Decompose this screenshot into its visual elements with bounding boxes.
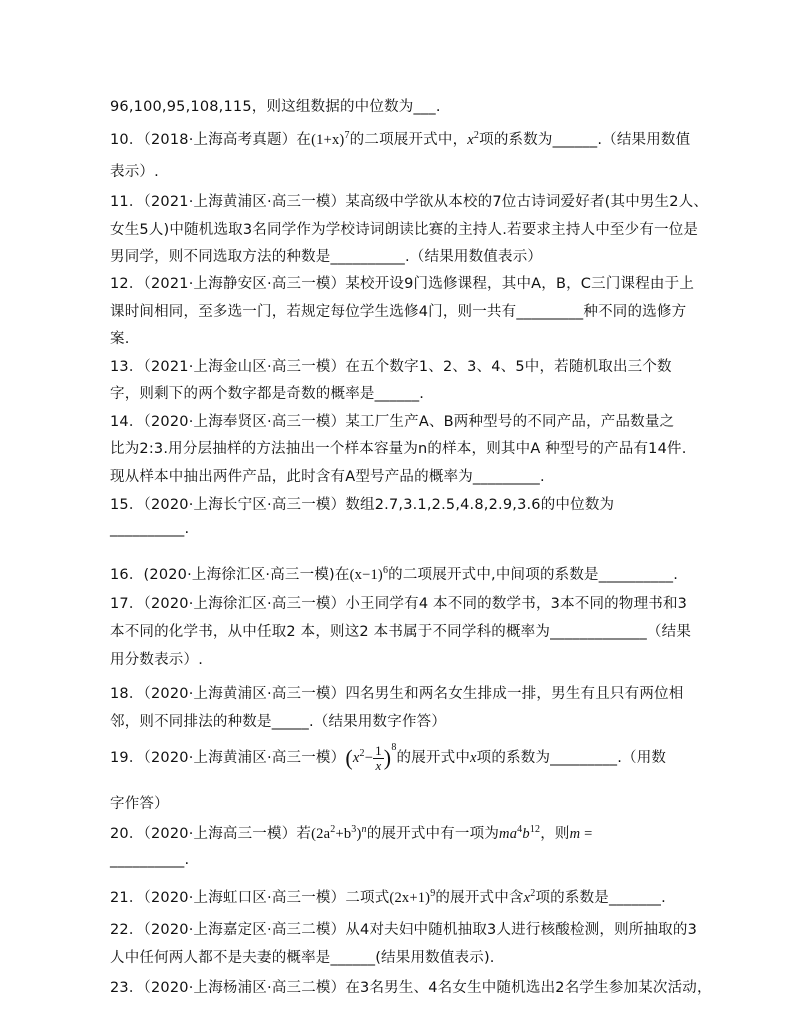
problem-10-line-2: 表示）. xyxy=(110,164,159,180)
problem-16 xyxy=(110,563,678,584)
problem-18-line-2: 邻，则不同排法的种数是_____.（结果用数字作答） xyxy=(110,714,447,730)
problem-14-line-2: 比为2:3.用分层抽样的方法抽出一个样本容量为n的样本，则其中A 种型号的产品有14件. xyxy=(110,441,687,457)
problem-21-exponent: 9 xyxy=(430,888,436,900)
problem-10-var-exp: 2 xyxy=(473,130,480,142)
item-9-tail: 96,100,95,108,115，则这组数据的中位数为___. xyxy=(110,99,441,115)
problem-14-line-1: 14．（2020·上海奉贤区·高三一模）某工厂生产A、B两种型号的不同产品，产品数量之 xyxy=(110,414,675,430)
problem-21 xyxy=(110,886,666,907)
problem-10-var: x xyxy=(467,132,474,148)
left-paren: ( xyxy=(345,745,353,770)
problem-10-suffix: 项的系数为______.（结果用数值 xyxy=(479,132,691,148)
problem-11-line-2: 女生5人)中随机选取3名同学作为学校诗词朗读比赛的主持人.若要求主持人中至少有一位是 xyxy=(110,222,699,238)
problem-10-prefix: 10．（2018·上海高考真题）在 xyxy=(110,132,312,148)
problem-20-term-b: b xyxy=(522,826,530,842)
problem-17-line-1: 17．（2020·上海徐汇区·高三一模）小王同学有4 本不同的数学书，3本不同的物理书和3 xyxy=(110,596,688,612)
problem-13-line-1: 13．（2021·上海金山区·高三一模）在五个数字1、2、3、4、5中，若随机取出三个数 xyxy=(110,359,672,375)
problem-19-line-1 xyxy=(110,742,666,773)
problem-20-eq: = xyxy=(580,826,593,842)
problem-21-var-exp: 2 xyxy=(530,888,536,900)
problem-17-line-3: 用分数表示）. xyxy=(110,652,204,668)
problem-19-mid: 的展开式中 xyxy=(396,750,471,766)
problem-16-suffix: 的二项展开式中,中间项的系数是__________. xyxy=(388,567,679,583)
problem-23-line-1: 23．（2020·上海杨浦区·高三二模）在3名男生、4名女生中随机选出2名学生参加某次活动， xyxy=(110,980,712,996)
problem-15-line-1: 15．（2020·上海长宁区·高三一模）数组2.7,3.1,2.5,4.8,2.9,3.6的中位数为 xyxy=(110,497,615,513)
problem-20-line-2: __________. xyxy=(110,852,190,868)
fraction-numerator: 1 xyxy=(375,742,382,758)
problem-21-binomial: (2x+1) xyxy=(389,890,431,906)
problem-19-line-2: 字作答） xyxy=(110,796,169,812)
problem-19-power: 8 xyxy=(391,742,397,753)
problem-19-minus: − xyxy=(364,750,374,766)
problem-20-then: ，则 xyxy=(540,826,570,842)
problem-21-var: x xyxy=(523,890,531,906)
problem-12-line-2: 课时间相同，至多选一门，若规定每位学生选修4门，则一共有_________种不同的选修方 xyxy=(110,304,687,320)
problem-20-t2: +b xyxy=(335,826,352,842)
problem-14-line-3: 现从样本中抽出两件产品，此时含有A型号产品的概率为_________. xyxy=(110,469,545,485)
problem-10-line-1 xyxy=(110,128,690,149)
problem-16-binomial: (x−1) xyxy=(349,567,383,583)
problem-20-close: ) xyxy=(356,826,362,842)
fraction-denominator: x xyxy=(375,757,382,773)
problem-20-t1-exp: 2 xyxy=(330,824,336,836)
problem-18-line-1: 18．（2020·上海黄浦区·高三一模）四名男生和两名女生排成一排，男生有且只有两位相 xyxy=(110,686,684,702)
problem-20-term-exp2: 12 xyxy=(529,824,541,836)
problem-16-exponent: 6 xyxy=(382,565,389,577)
problem-17-line-2: 本不同的化学书，从中任取2 本，则这2 本书属于不同学科的概率为_____________（结果 xyxy=(110,624,692,640)
problem-22-line-2: 人中任何两人都不是夫妻的概率是______(结果用数值表示). xyxy=(110,950,495,966)
problem-20-prefix: 20．（2020·上海高三一模）若 xyxy=(110,826,312,842)
problem-12-line-1: 12．（2021·上海静安区·高三一模）某校开设9门选修课程，其中A，B，C三门课程由于上 xyxy=(110,276,695,292)
problem-20-term: ma xyxy=(499,826,518,842)
problem-12-line-3: 案. xyxy=(110,331,130,347)
problem-21-prefix: 21．（2020·上海虹口区·高三一模）二项式 xyxy=(110,890,390,906)
problem-19-base-exp: 2 xyxy=(359,748,365,760)
problem-10-mid: 的二项展开式中， xyxy=(349,132,468,148)
problem-11-line-3: 男同学，则不同选取方法的种数是__________.（结果用数值表示） xyxy=(110,249,543,265)
problem-20-m: m xyxy=(569,826,581,842)
problem-19-suffix: 项的系数为_________.（用数 xyxy=(476,750,667,766)
problem-19-prefix: 19．（2020·上海黄浦区·高三一模） xyxy=(110,750,346,766)
problem-20-term-exp1: 4 xyxy=(517,824,523,836)
right-paren: ) xyxy=(383,745,392,770)
problem-10-exponent: 7 xyxy=(344,130,350,142)
problem-20-t1: (2a xyxy=(311,826,331,842)
problem-20-t2-exp: 3 xyxy=(351,824,357,836)
problem-20-mid: 的展开式中有一项为 xyxy=(366,826,500,842)
problem-19-base: x xyxy=(352,750,360,766)
problem-13-line-2: 字，则剩下的两个数字都是奇数的概率是______. xyxy=(110,386,425,402)
problem-20-line-1 xyxy=(110,822,593,843)
problem-22-line-1: 22．（2020·上海嘉定区·高三二模）从4对夫妇中随机抽取3人进行核酸检测，则所抽取的3 xyxy=(110,922,697,938)
problem-21-suffix: 项的系数是_______. xyxy=(535,890,666,906)
problem-11-line-1: 11．（2021·上海黄浦区·高三一模）某高级中学欲从本校的7位古诗词爱好者(其中男生2人、 xyxy=(110,194,709,210)
problem-21-mid: 的展开式中含 xyxy=(435,890,524,906)
problem-16-prefix: 16．(2020·上海徐汇区·高三一模)在 xyxy=(110,567,350,583)
problem-10-binomial: (1+x) xyxy=(311,132,345,148)
fraction xyxy=(373,744,384,773)
problem-15-line-2: __________. xyxy=(110,521,190,537)
problem-19-var: x xyxy=(470,750,477,766)
problem-20-n: n xyxy=(361,824,367,836)
